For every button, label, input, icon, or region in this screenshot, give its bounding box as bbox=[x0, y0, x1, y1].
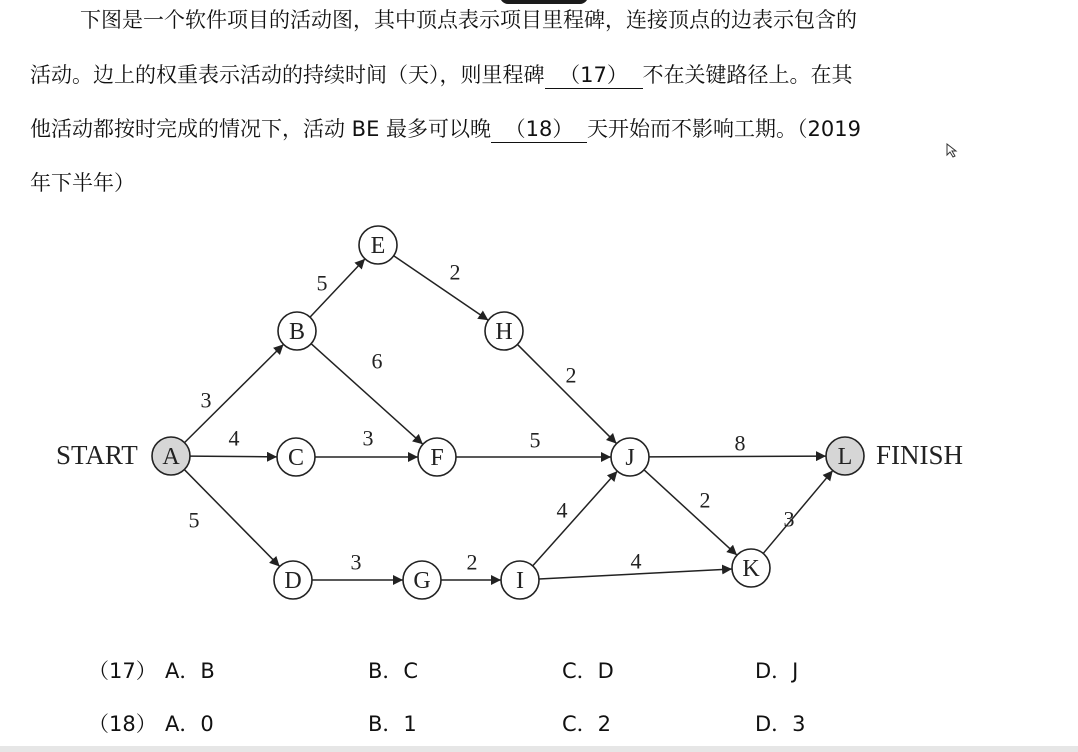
choice-17-d[interactable]: D．J bbox=[755, 659, 799, 683]
choice-17-a[interactable]: A．B bbox=[165, 659, 215, 683]
edge-weight: 5 bbox=[316, 270, 328, 296]
edge-weight: 4 bbox=[556, 497, 568, 523]
edge-f-j bbox=[456, 428, 611, 458]
question-line-3-end: 天开始而不影响工期。（2019 bbox=[587, 117, 861, 141]
edge-line bbox=[533, 471, 618, 566]
edge-j-l bbox=[649, 431, 826, 457]
node-e bbox=[359, 226, 397, 264]
edge-k-l bbox=[763, 471, 833, 554]
finish-label: FINISH bbox=[876, 440, 964, 470]
node-i bbox=[501, 561, 539, 599]
question-line-2-end: 不在关键路径上。在其 bbox=[642, 63, 853, 87]
node-d bbox=[274, 561, 312, 599]
edge-weight: 3 bbox=[362, 425, 374, 451]
node-h bbox=[485, 312, 523, 350]
mouse-pointer-icon bbox=[946, 143, 960, 159]
node-l bbox=[826, 437, 864, 475]
bottom-scroll-bar[interactable] bbox=[0, 746, 1078, 752]
edge-line bbox=[649, 456, 826, 457]
choice-18-b[interactable]: B．1 bbox=[368, 712, 417, 736]
node-label: J bbox=[625, 445, 635, 471]
edge-c-f bbox=[315, 426, 418, 458]
edge-b-e bbox=[310, 259, 365, 317]
question-line-3-start: 他活动都按时完成的情况下，活动 BE 最多可以晚 bbox=[30, 117, 492, 141]
node-label: C bbox=[287, 445, 305, 471]
node-label: D bbox=[284, 568, 302, 594]
edge-e-h bbox=[394, 256, 489, 321]
node-j bbox=[611, 438, 649, 476]
choice-18-d[interactable]: D．3 bbox=[755, 712, 806, 736]
edge-weight: 8 bbox=[734, 430, 746, 456]
edge-line bbox=[394, 256, 489, 321]
blank-18: （18） bbox=[491, 116, 587, 143]
edge-weight: 3 bbox=[783, 506, 795, 532]
edge-g-i bbox=[441, 550, 501, 581]
edge-a-c bbox=[190, 426, 277, 457]
choice-group-17-number: （17） bbox=[88, 659, 157, 683]
node-g bbox=[403, 561, 441, 599]
node-b bbox=[278, 312, 316, 350]
choice-18-c[interactable]: C．2 bbox=[562, 712, 612, 736]
edge-a-d bbox=[184, 470, 279, 567]
edge-weight: 2 bbox=[466, 549, 478, 575]
edge-i-j bbox=[533, 471, 618, 566]
question-line-1: 下图是一个软件项目的活动图，其中顶点表示项目里程碑，连接顶点的边表示包含的 bbox=[80, 8, 857, 32]
edge-weight: 4 bbox=[630, 548, 642, 574]
edge-weight: 3 bbox=[200, 387, 212, 413]
node-label: H bbox=[495, 319, 513, 345]
edge-line bbox=[644, 470, 737, 555]
edges bbox=[184, 256, 832, 580]
edge-weight: 2 bbox=[449, 259, 461, 285]
edge-d-g bbox=[312, 550, 403, 581]
node-label: I bbox=[516, 568, 524, 594]
nodes bbox=[152, 226, 864, 599]
blank-17: （17） bbox=[545, 62, 643, 89]
edge-j-k bbox=[644, 470, 737, 555]
node-f bbox=[418, 438, 456, 476]
edge-i-k bbox=[539, 549, 732, 580]
node-label: E bbox=[370, 233, 386, 259]
node-label: B bbox=[288, 319, 306, 345]
edge-weight: 5 bbox=[529, 427, 541, 453]
edge-weight: 4 bbox=[228, 425, 240, 451]
choice-18-a[interactable]: A．0 bbox=[165, 712, 214, 736]
choice-17-b[interactable]: B．C bbox=[368, 659, 419, 683]
start-label: START bbox=[56, 440, 138, 470]
edge-weight: 2 bbox=[565, 362, 577, 388]
edge-weight: 5 bbox=[188, 507, 200, 533]
edge-weight: 3 bbox=[350, 549, 362, 575]
node-c bbox=[277, 438, 315, 476]
node-label: L bbox=[837, 444, 853, 470]
node-k bbox=[732, 549, 770, 587]
edge-line bbox=[190, 456, 277, 457]
node-label: K bbox=[742, 556, 760, 582]
choice-group-18-number: （18） bbox=[88, 712, 157, 736]
edge-weight: 6 bbox=[371, 348, 383, 374]
edge-weight: 2 bbox=[699, 487, 711, 513]
question-line-4: 年下半年） bbox=[30, 171, 135, 195]
choice-17-c[interactable]: C．D bbox=[562, 659, 614, 683]
node-a bbox=[152, 437, 190, 475]
node-label: G bbox=[413, 568, 431, 594]
edge-line bbox=[763, 471, 833, 554]
question-line-2-start: 活动。边上的权重表示活动的持续时间（天），则里程碑 bbox=[30, 63, 545, 87]
node-label: A bbox=[162, 444, 180, 470]
node-label: F bbox=[430, 445, 444, 471]
